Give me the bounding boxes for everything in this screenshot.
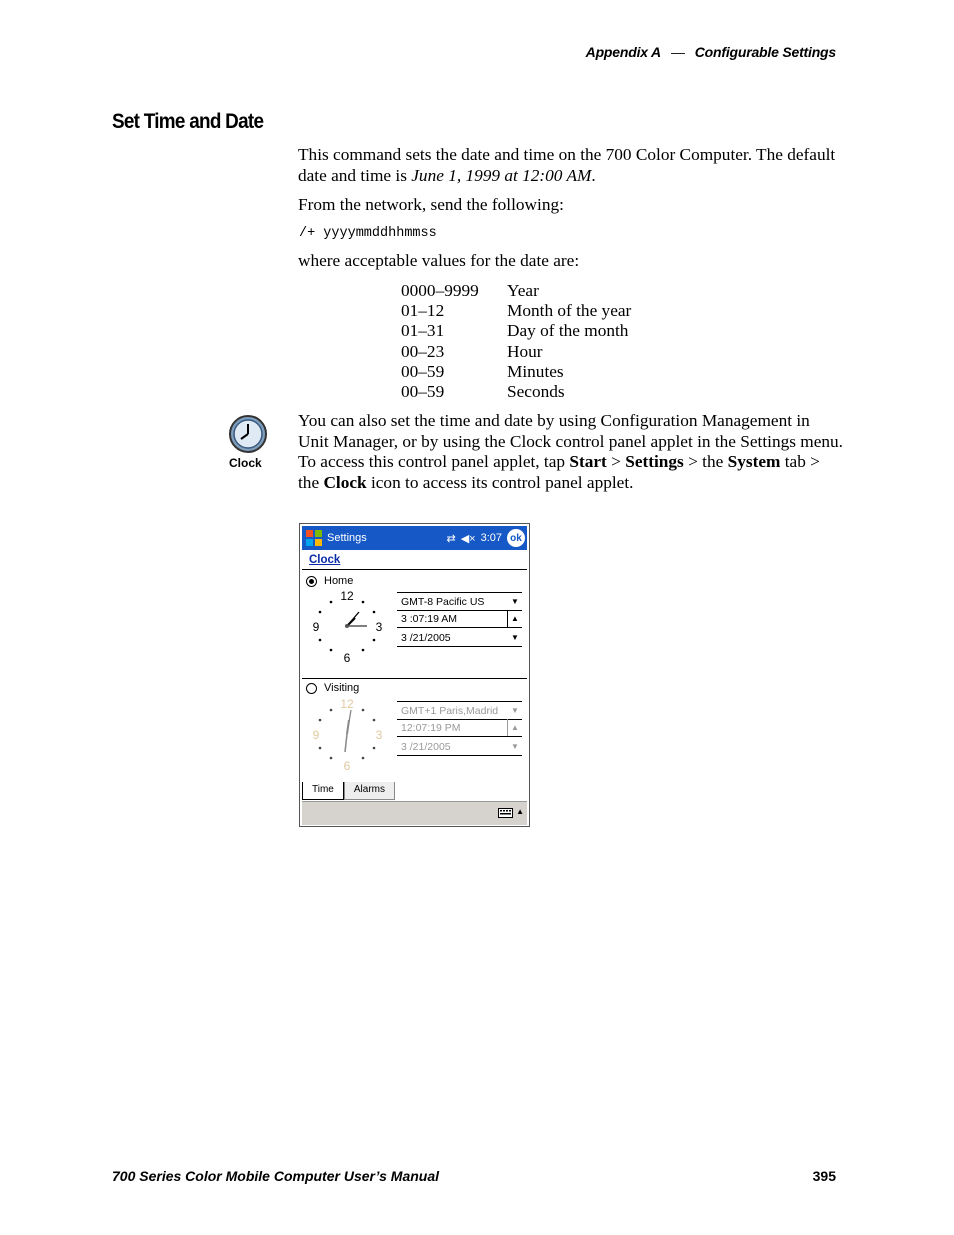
menu-settings: Settings — [625, 452, 684, 471]
spinner-icon[interactable]: ▲ — [507, 719, 522, 736]
home-date-select[interactable]: 3 /21/2005 ▼ — [397, 629, 522, 647]
divider — [302, 678, 527, 679]
visiting-radio[interactable] — [306, 683, 317, 694]
values-row: 00–59 Seconds — [401, 382, 565, 402]
footer-manual-title: 700 Series Color Mobile Computer User’s Manual — [112, 1168, 440, 1184]
clock-icon — [228, 414, 268, 454]
values-table — [401, 281, 631, 402]
network-instruction: From the network, send the following: — [298, 195, 564, 214]
visiting-date-select[interactable]: 3 /21/2005 ▼ — [397, 738, 522, 756]
divider — [302, 569, 527, 570]
tab-bar — [302, 782, 395, 800]
home-radio[interactable] — [306, 576, 317, 587]
appendix-label: Appendix A — [585, 44, 661, 60]
taskbar-title: Settings — [327, 532, 367, 544]
home-numeral-3: 3 — [375, 620, 383, 634]
taskbar — [302, 526, 527, 550]
visiting-label: Visiting — [324, 682, 360, 694]
values-row: 00–59 Minutes — [401, 361, 564, 381]
speaker-icon[interactable]: ◀× — [460, 532, 476, 545]
chevron-up-icon[interactable]: ▲ — [516, 807, 524, 816]
page-number: 395 — [812, 1168, 836, 1184]
clock-heading: Clock — [309, 554, 341, 566]
chapter-label: Configurable Settings — [694, 44, 836, 60]
visiting-numeral-9: 9 — [312, 728, 320, 742]
visiting-numeral-12: 12 — [340, 697, 354, 711]
home-numeral-9: 9 — [312, 620, 320, 634]
chevron-down-icon: ▼ — [511, 706, 519, 715]
home-time-field[interactable]: 3 :07:19 AM ▲ — [397, 610, 522, 628]
clock-icon-label: Clock — [229, 456, 262, 470]
menu-bar — [302, 801, 527, 825]
visiting-numeral-3: 3 — [375, 728, 383, 742]
tab-time[interactable]: Time — [302, 782, 344, 800]
command-syntax: /+ yyyymmddhhmmss — [299, 226, 437, 241]
home-analog-clock — [307, 588, 387, 668]
clock-settings-screenshot — [299, 523, 530, 827]
values-intro: where acceptable values for the date are: — [298, 251, 580, 270]
chevron-down-icon: ▼ — [511, 633, 519, 642]
spinner-icon[interactable]: ▲ — [507, 610, 522, 627]
values-row: 01–12 Month of the year — [401, 301, 632, 321]
visiting-timezone-select[interactable]: GMT+1 Paris,Madrid ▼ — [397, 701, 522, 720]
menu-start: Start — [569, 452, 607, 471]
running-header — [586, 44, 836, 60]
visiting-numeral-6: 6 — [343, 759, 351, 773]
home-label: Home — [324, 575, 354, 587]
intro-paragraph: This command sets the date and time on the 700 Color Computer. The default date and time is June 1, 1999 at 12:00 AM. — [298, 145, 836, 185]
home-timezone-select[interactable]: GMT-8 Pacific US ▼ — [397, 592, 522, 611]
clock-applet-paragraph: You can also set the time and date by using Configuration Management in Unit Manager, or by using the Clock control panel applet in the Settings menu. To access this control panel applet, tap Start > Settings > the System tab > the Clock icon to access its control panel applet. — [298, 411, 844, 492]
home-numeral-6: 6 — [343, 651, 351, 665]
ok-button[interactable]: ok — [507, 529, 525, 547]
visiting-time-field[interactable]: 12:07:19 PM ▲ — [397, 719, 522, 737]
tab-alarms[interactable]: Alarms — [344, 782, 395, 800]
windows-start-icon[interactable] — [305, 529, 323, 547]
taskbar-time[interactable]: 3:07 — [480, 532, 502, 544]
home-numeral-12: 12 — [340, 589, 354, 603]
values-row: 0000–9999 Year — [401, 281, 539, 300]
connectivity-icon[interactable]: ⇄ — [446, 532, 456, 545]
visiting-analog-clock — [307, 696, 387, 776]
header-dash: — — [670, 44, 685, 60]
section-title: Set Time and Date — [112, 110, 264, 133]
values-row: 01–31 Day of the month — [401, 321, 629, 341]
values-row: 00–23 Hour — [401, 341, 543, 361]
menu-system-tab: System — [727, 452, 781, 471]
keyboard-icon[interactable] — [498, 808, 513, 818]
chevron-down-icon: ▼ — [511, 742, 519, 751]
menu-clock-icon: Clock — [323, 472, 367, 492]
chevron-down-icon: ▼ — [511, 597, 519, 606]
default-date: June 1, 1999 at 12:00 AM — [411, 165, 592, 185]
